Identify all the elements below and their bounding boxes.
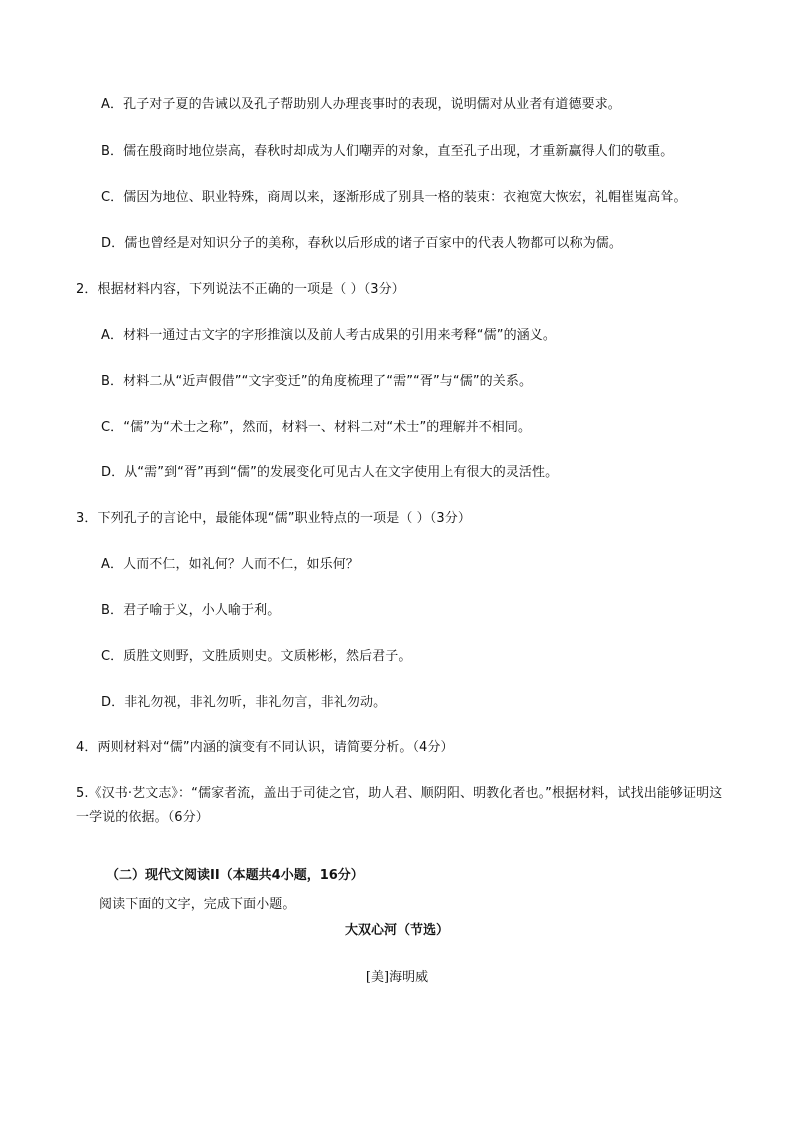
section-2-title: （二）现代文阅读II（本题共4小题，16分） bbox=[106, 868, 364, 883]
q2-option-a: A．材料一通过古文字的字形推演以及前人考古成果的引用来考释“儒”的涵义。 bbox=[101, 328, 556, 343]
question-3-stem: 3．下列孔子的言论中，最能体现“儒”职业特点的一项是（ ）（3分） bbox=[76, 511, 471, 526]
q3-option-a: A．人而不仁，如礼何？人而不仁，如乐何？ bbox=[101, 557, 359, 572]
question-5-stem: 5.《汉书·艺文志》：“儒家者流，盖出于司徒之官，助人君、顺阴阳、明教化者也。”根据材料，试找出能够证明这一学说的依据。（6分） bbox=[76, 786, 723, 825]
q3-option-b: B．君子喻于义，小人喻于利。 bbox=[101, 603, 281, 618]
q1-option-a: A．孔子对子夏的告诫以及孔子帮助别人办理丧事时的表现，说明儒对从业者有道德要求。 bbox=[101, 97, 621, 112]
q1-option-d: D．儒也曾经是对知识分子的美称，春秋以后形成的诸子百家中的代表人物都可以称为儒。 bbox=[101, 236, 623, 251]
article-author: [美]海明威 bbox=[365, 970, 429, 985]
question-4-stem: 4．两则材料对“儒”内涵的演变有不同认识，请简要分析。（4分） bbox=[76, 740, 454, 755]
q2-option-d: D．从“需”到“胥”再到“儒”的发展变化可见古人在文字使用上有很大的灵活性。 bbox=[101, 465, 559, 480]
q1-option-c: C．儒因为地位、职业特殊，商周以来，逐渐形成了别具一格的装束：衣袍宽大恢宏，礼帽崔嵬高耸。 bbox=[101, 190, 687, 205]
reading-instruction: 阅读下面的文字，完成下面小题。 bbox=[99, 897, 296, 912]
q3-option-c: C．质胜文则野，文胜质则史。文质彬彬，然后君子。 bbox=[101, 649, 412, 664]
question-2-stem: 2．根据材料内容，下列说法不正确的一项是（ ）（3分） bbox=[76, 282, 405, 297]
article-title: 大双心河（节选） bbox=[344, 923, 449, 938]
q2-option-c: C．“儒”为“术士之称”，然而，材料一、材料二对“术士”的理解并不相同。 bbox=[101, 420, 532, 435]
q3-option-d: D．非礼勿视，非礼勿听，非礼勿言，非礼勿动。 bbox=[101, 695, 387, 710]
q1-option-b: B．儒在殷商时地位崇高，春秋时却成为人们嘲弄的对象，直至孔子出现，才重新赢得人们的敬重。 bbox=[101, 144, 674, 159]
q2-option-b: B．材料二从“近声假借”“文字变迁”的角度梳理了“需”“胥”与“儒”的关系。 bbox=[101, 374, 533, 389]
